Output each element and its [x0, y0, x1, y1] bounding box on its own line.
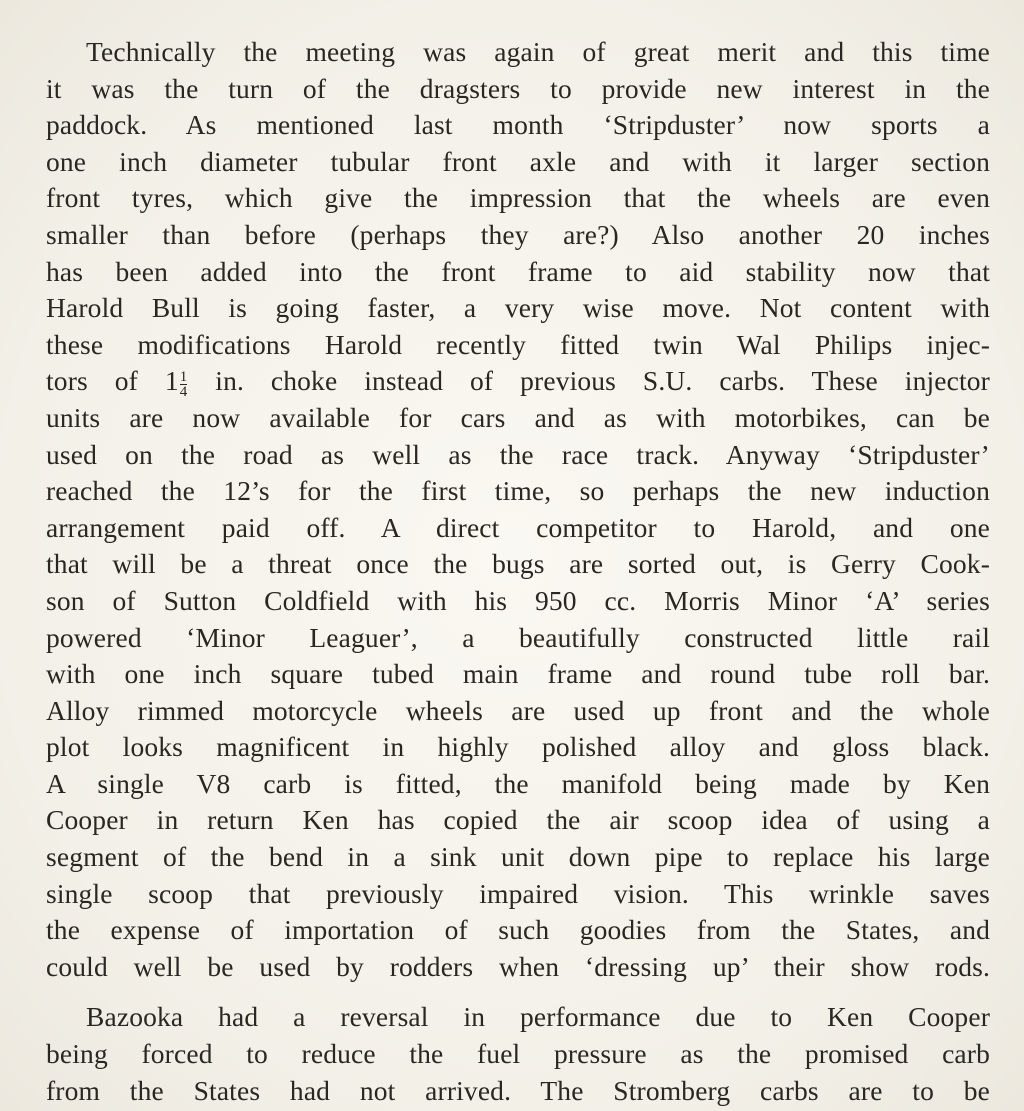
- text-segment: in. choke instead of previous S.U. carbs. These injector: [188, 365, 990, 397]
- text-line: A single V8 carb is fitted, the manifold being made by Ken: [46, 767, 990, 799]
- text-segment: tors of 1: [46, 365, 179, 397]
- text-line: Technically the meeting was again of great merit and this time: [86, 36, 990, 67]
- text-line: it was the turn of the dragsters to provide new interest in the: [46, 72, 990, 104]
- text-line: one inch diameter tubular front axle and with it larger section: [46, 145, 990, 177]
- text-line: has been added into the front frame to aid stability now that: [46, 255, 990, 287]
- paragraph-1: [46, 34, 990, 985]
- text-line: Alloy rimmed motorcycle wheels are used up front and the whole: [46, 694, 990, 726]
- paragraph-2: [46, 999, 990, 1109]
- text-line: powered ‘Minor Leaguer’, a beautifully constructed little rail: [46, 621, 990, 653]
- text-line: the expense of importation of such goodies from the States, and: [46, 914, 990, 946]
- text-line: smaller than before (perhaps they are?) Also another 20 inches: [46, 218, 990, 250]
- text-line: single scoop that previously impaired vision. This wrinkle saves: [46, 877, 990, 909]
- text-line: plot looks magnificent in highly polished alloy and gloss black.: [46, 731, 990, 763]
- text-line: [46, 363, 990, 400]
- text-line: used on the road as well as the race track. Anyway ‘Stripduster’: [46, 438, 990, 470]
- article-body: [46, 34, 990, 1109]
- text-line: arrangement paid off. A direct competitor to Harold, and one: [46, 511, 990, 543]
- text-line: units are now available for cars and as with motorbikes, can be: [46, 401, 990, 433]
- text-line: reached the 12’s for the first time, so perhaps the new induction: [46, 475, 990, 507]
- text-line: paddock. As mentioned last month ‘Stripduster’ now sports a: [46, 109, 990, 141]
- text-line: these modifications Harold recently fitted twin Wal Philips injec-: [46, 328, 990, 360]
- text-line: Bazooka had a reversal in performance due to Ken Cooper: [86, 1001, 990, 1033]
- text-line: being forced to reduce the fuel pressure as the promised carb: [46, 1038, 990, 1070]
- text-line: from the States had not arrived. The Stromberg carbs are to be: [46, 1074, 990, 1106]
- text-line: son of Sutton Coldfield with his 950 cc. Morris Minor ‘A’ series: [46, 584, 990, 616]
- text-line: that will be a threat once the bugs are sorted out, is Gerry Cook-: [46, 548, 990, 580]
- text-line: could well be used by rodders when ‘dressing up’ their show rods.: [46, 950, 990, 982]
- text-line: Cooper in return Ken has copied the air scoop idea of using a: [46, 804, 990, 836]
- text-line: segment of the bend in a sink unit down pipe to replace his large: [46, 841, 990, 873]
- text-line: Harold Bull is going faster, a very wise move. Not content with: [46, 292, 990, 324]
- text-line: front tyres, which give the impression that the wheels are even: [46, 182, 990, 214]
- text-line: with one inch square tubed main frame and round tube roll bar.: [46, 658, 990, 690]
- fraction-denominator: 4: [179, 383, 188, 400]
- paragraph-gap: [46, 985, 990, 999]
- fraction-numerator: 1: [179, 368, 188, 385]
- fraction: [180, 370, 188, 399]
